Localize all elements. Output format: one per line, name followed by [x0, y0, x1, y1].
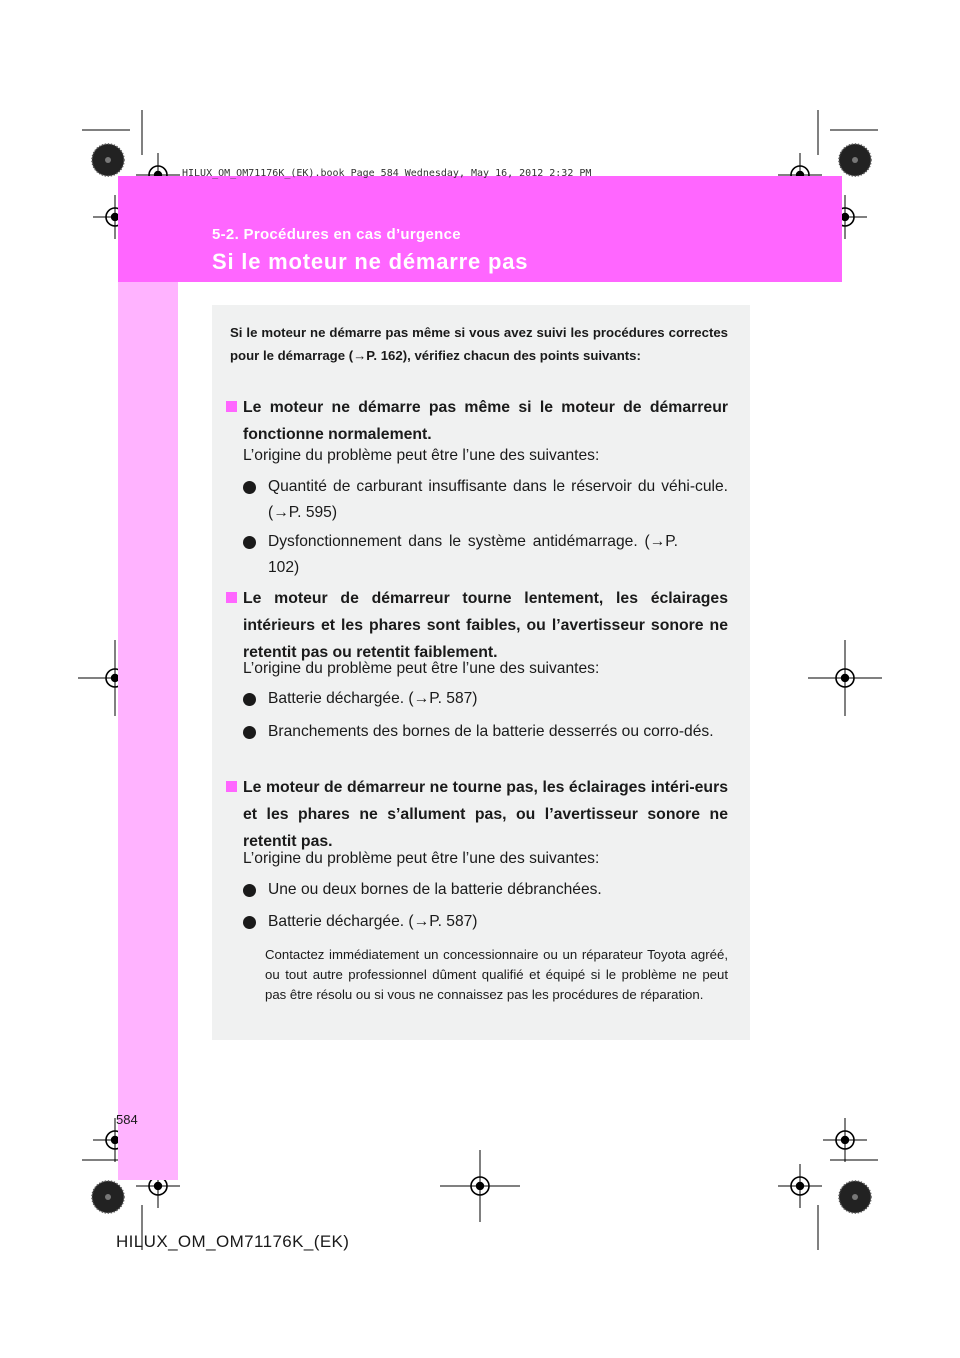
square-bullet-icon [226, 781, 237, 792]
bullet-dot-icon [243, 726, 256, 739]
section-label: 5-2. Procédures en cas d’urgence [212, 226, 461, 243]
footer-code: HILUX_OM_OM71176K_(EK) [116, 1232, 350, 1251]
section-heading [243, 774, 728, 855]
origin-text: L’origine du problème peut être l’une des suivantes: [243, 660, 600, 677]
section-heading-text: Le moteur de démarreur tourne lentement, les éclairages intérieurs et les phares sont faibles, ou l’avertisseur sonore ne retentit pas ou retentit faiblement. [243, 590, 728, 661]
origin-text: L’origine du problème peut être l’une des suivantes: [243, 447, 600, 464]
origin-text: L’origine du problème peut être l’une des suivantes: [243, 850, 600, 867]
section-heading [243, 585, 728, 666]
list-item-text: Branchements des bornes de la batterie desserrés ou corro-dés. [268, 723, 714, 740]
bullet-dot-icon [243, 884, 256, 897]
section-heading-text: Le moteur ne démarre pas même si le moteur de démarreur fonctionne normalement. [243, 399, 728, 443]
section-heading-text: Le moteur de démarreur ne tourne pas, les éclairages intéri-eurs et les phares ne s’allument pas, ou l’avertisseur sonore ne retentit pas. [243, 779, 728, 850]
list-item-text: Batterie déchargée. (→P. 587) [268, 913, 478, 930]
list-item-text: Une ou deux bornes de la batterie débranchées. [268, 881, 602, 898]
book-info-slug: HILUX_OM_OM71176K_(EK).book Page 584 Wednesday, May 16, 2012 2:32 PM [182, 168, 592, 179]
list-item-text: Dysfonctionnement dans le système antidémarrage. (→P. 102) [268, 533, 678, 576]
bullet-dot-icon [243, 693, 256, 706]
bullet-dot-icon [243, 916, 256, 929]
list-item-text: Batterie déchargée. (→P. 587) [268, 690, 478, 707]
note-text: Contactez immédiatement un concessionnaire ou un réparateur Toyota agréé, ou tout autre professionnel dûment qualifié et équipé si le problème ne peut pas être résolu ou si vous ne connaissez pas les procédures de réparation. [265, 947, 728, 1002]
list-item-text: Quantité de carburant insuffisante dans le réservoir du véhi-cule. (→P. 595) [268, 478, 728, 521]
section-heading [243, 394, 728, 448]
bullet-dot-icon [243, 481, 256, 494]
side-band [118, 176, 178, 1180]
bullet-dot-icon [243, 536, 256, 549]
square-bullet-icon [226, 592, 237, 603]
page-number: 584 [116, 1112, 138, 1127]
square-bullet-icon [226, 401, 237, 412]
page-title: Si le moteur ne démarre pas [212, 249, 529, 274]
intro-text: Si le moteur ne démarre pas même si vous avez suivi les procédures correctes pour le démarrage (→P. 162), vérifiez chacun des points suivants: [230, 325, 728, 363]
